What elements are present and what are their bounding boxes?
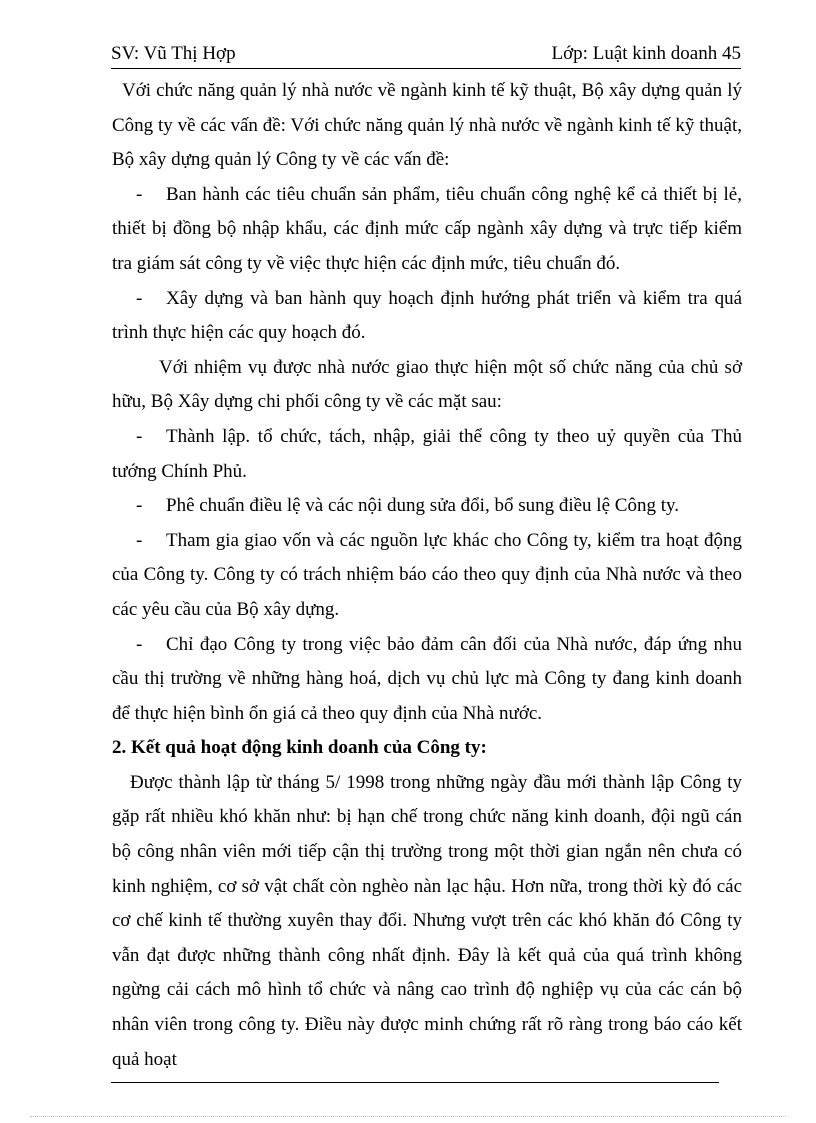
page-bottom-divider bbox=[30, 1116, 786, 1117]
list-item bbox=[112, 282, 742, 351]
list-item-text: Chỉ đạo Công ty trong việc bảo đảm cân đối của Nhà nước, đáp ứng nhu cầu thị trường về những hàng hoá, dịch vụ chủ lực mà Công ty đang kinh doanh để thực hiện bình ổn giá cả theo quy định của Nhà nước. bbox=[112, 633, 742, 724]
list-item bbox=[112, 420, 742, 489]
list-item-text: Thành lập. tổ chức, tách, nhập, giải thể công ty theo uỷ quyền của Thủ tướng Chính Phủ. bbox=[112, 425, 742, 482]
dash-marker: - bbox=[136, 287, 143, 309]
list-item bbox=[112, 628, 742, 732]
list-item-text: Ban hành các tiêu chuẩn sản phẩm, tiêu chuẩn công nghệ kể cả thiết bị lẻ, thiết bị đồng bộ nhập khẩu, các định mức cấp ngành xây dựng và trực tiếp kiểm tra giám sát công ty về việc thực hiện các định mức, tiêu chuẩn đó. bbox=[112, 183, 742, 274]
dash-marker: - bbox=[136, 495, 143, 517]
paragraph: Với nhiệm vụ được nhà nước giao thực hiện một số chức năng của chủ sở hữu, Bộ Xây dựng chi phối công ty về các mặt sau: bbox=[112, 356, 742, 413]
dash-marker: - bbox=[136, 425, 143, 447]
list-item-text: Tham gia giao vốn và các nguồn lực khác cho Công ty, kiểm tra hoạt động của Công ty. Công ty có trách nhiệm báo cáo theo quy định của Nhà nước và theo các yêu cầu của Bộ xây dựng. bbox=[112, 529, 742, 620]
paragraph: Được thành lập từ tháng 5/ 1998 trong những ngày đầu mới thành lập Công ty gặp rất nhiều khó khăn như: bị hạn chế trong chức năng kinh doanh, đội ngũ cán bộ công nhân viên mới tiếp cận thị trường trong một thời gian ngắn nên chưa có kinh nghiệm, cơ sở vật chất còn nghèo nàn lạc hậu. Hơn nữa, trong thời kỳ đó các cơ chế kinh tế thường xuyên thay đổi. Nhưng vượt trên các khó khăn đó Công ty vẫn đạt được những thành công nhất định. Đây là kết quả của quá trình không ngừng cải cách mô hình tổ chức và nâng cao trình độ nghiệp vụ của các cán bộ nhân viên trong công ty. Điều này được minh chứng rất rõ ràng trong báo cáo kết quả hoạt bbox=[112, 771, 742, 1070]
page-header bbox=[111, 40, 741, 69]
student-name: SV: Vũ Thị Hợp bbox=[111, 43, 236, 64]
document-body bbox=[112, 74, 742, 1077]
list-item bbox=[112, 489, 742, 524]
class-name: Lớp: Luật kinh doanh 45 bbox=[551, 43, 741, 64]
section-heading: 2. Kết quả hoạt động kinh doanh của Công ty: bbox=[112, 737, 487, 759]
list-item-text: Phê chuẩn điều lệ và các nội dung sửa đổi, bổ sung điều lệ Công ty. bbox=[166, 495, 679, 517]
dash-marker: - bbox=[136, 529, 143, 551]
dash-marker: - bbox=[136, 183, 143, 205]
footer-rule bbox=[111, 1082, 719, 1083]
list-item bbox=[112, 524, 742, 628]
dash-marker: - bbox=[136, 633, 143, 655]
list-item-text: Xây dựng và ban hành quy hoạch định hướng phát triển và kiểm tra quá trình thực hiện các quy hoạch đó. bbox=[112, 287, 742, 344]
list-item bbox=[112, 178, 742, 282]
intro-paragraph: Với chức năng quản lý nhà nước về ngành kinh tế kỹ thuật, Bộ xây dựng quản lý Công ty về các vấn đề: Với chức năng quản lý nhà nước về ngành kinh tế kỹ thuật, Bộ xây dựng quản lý Công ty về các vấn đề: bbox=[112, 80, 742, 171]
